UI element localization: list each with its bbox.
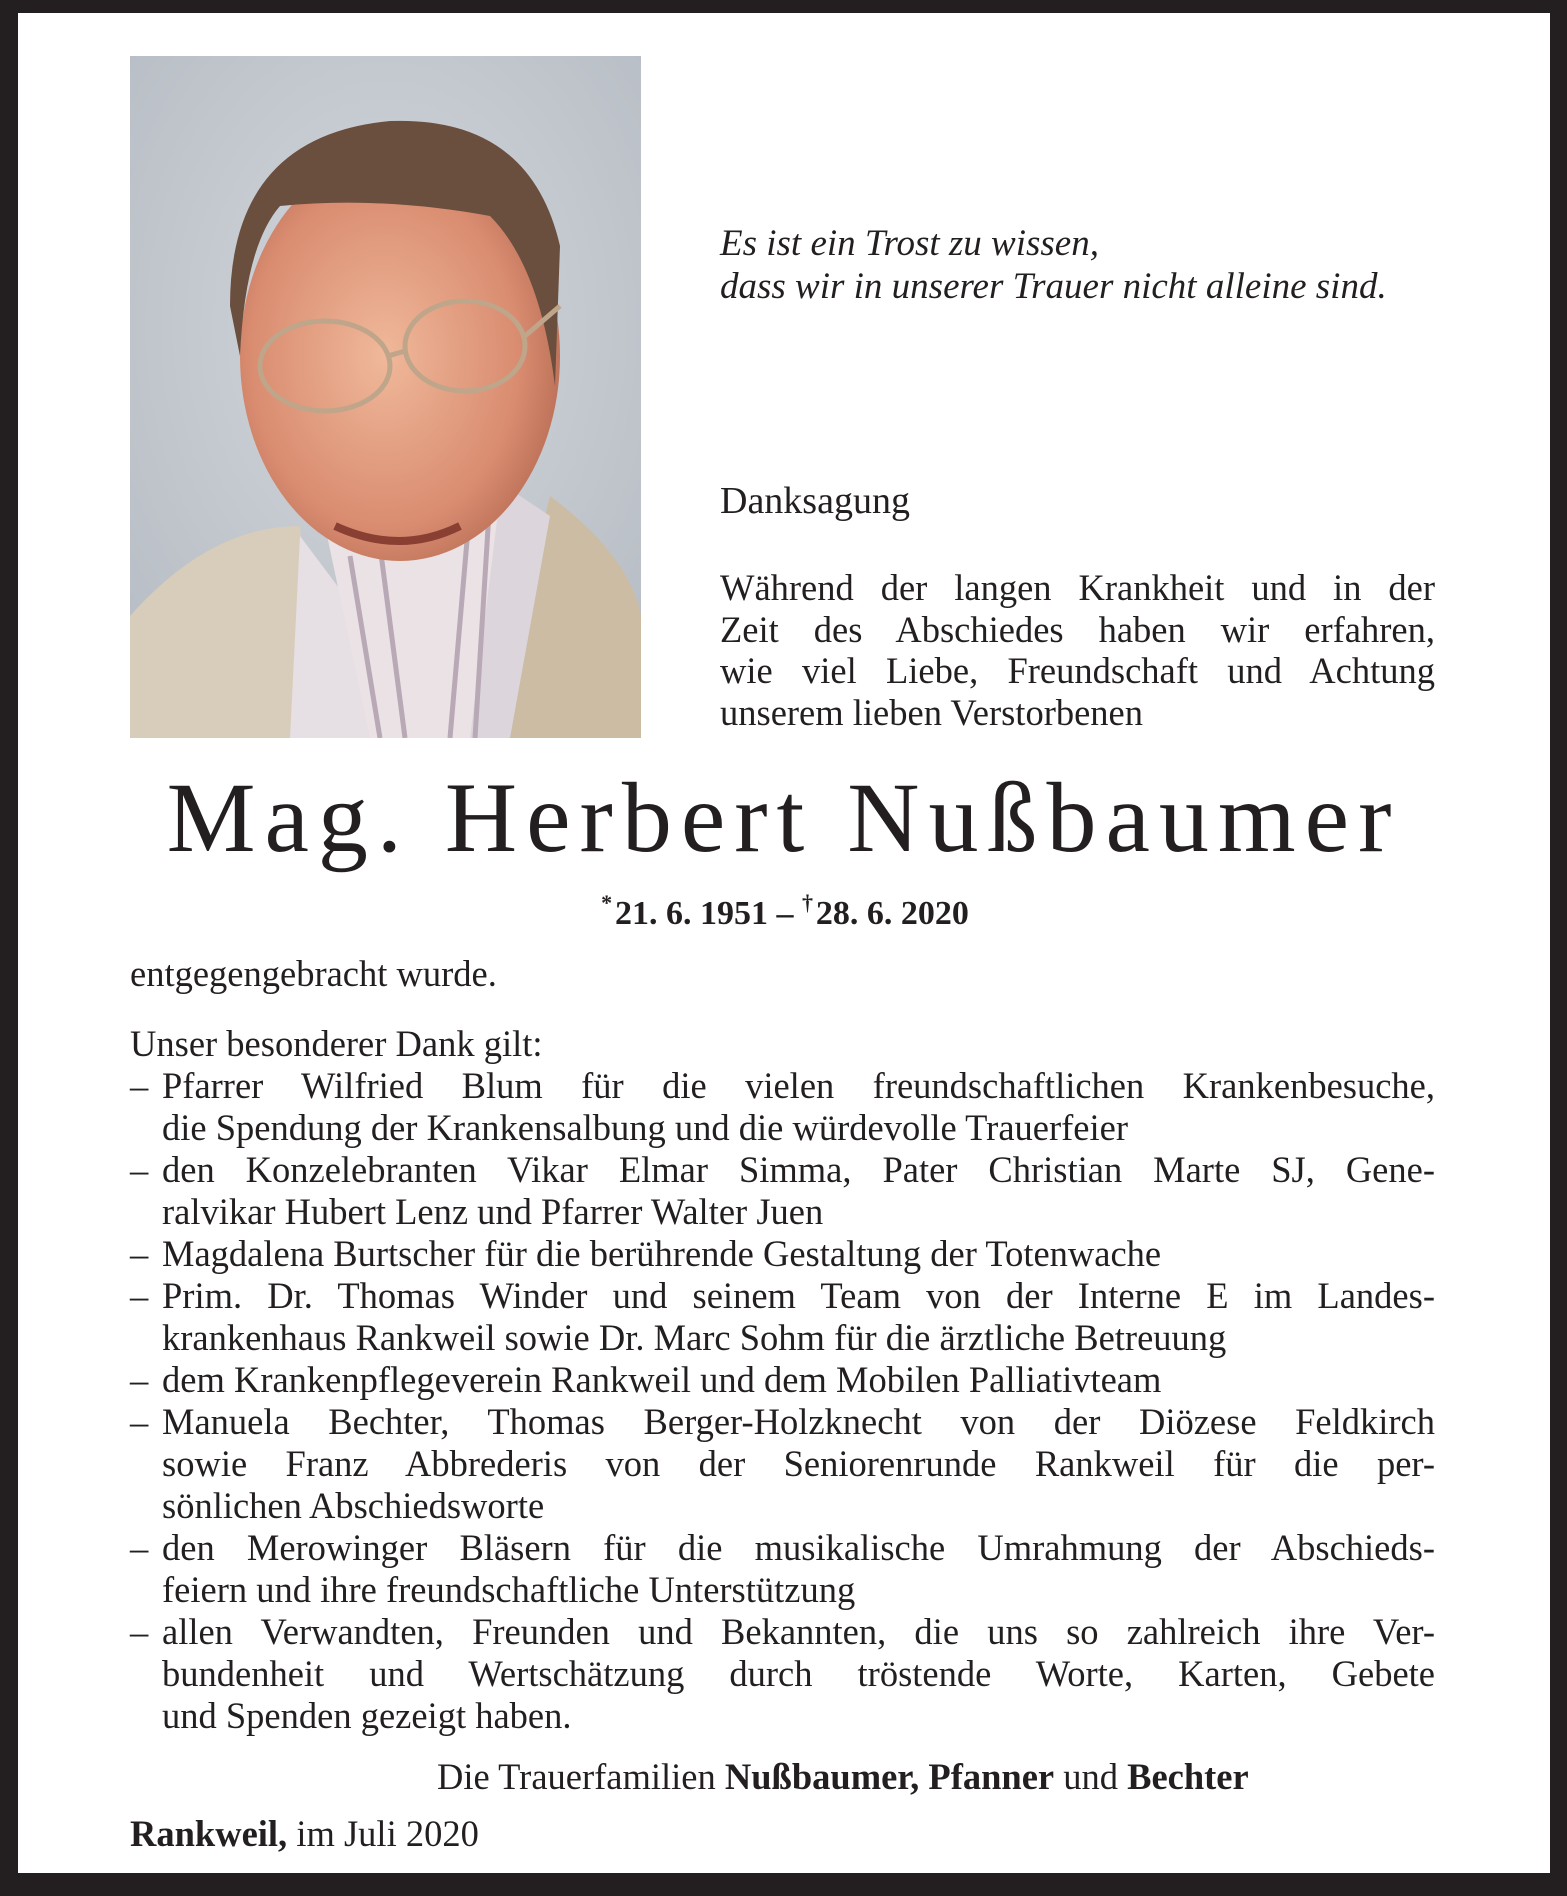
thanks-item-line: den Merowinger Bläsern für die musikalische Umrahmung der Abschieds- — [162, 1527, 1435, 1568]
thanks-item-line: ralvikar Hubert Lenz und Pfarrer Walter Juen — [162, 1191, 824, 1232]
signature-joiner: und — [1063, 1756, 1118, 1797]
thanks-heading: Unser besonderer Dank gilt: — [130, 1023, 543, 1064]
thanks-item — [130, 1527, 1435, 1611]
family-name: Nußbaumer, — [724, 1756, 920, 1797]
signature-prefix: Die Trauerfamilien — [437, 1756, 716, 1797]
thanks-item — [130, 1233, 1435, 1275]
bullet-dash: – — [130, 1065, 149, 1106]
thanks-item-line: und Spenden gezeigt haben. — [162, 1695, 572, 1736]
quote-line-1: Es ist ein Trost zu wissen, — [720, 223, 1099, 264]
thanks-item — [130, 1401, 1435, 1527]
thanks-item-line: dem Krankenpflegeverein Rankweil und dem Mobilen Palliativteam — [162, 1359, 1162, 1400]
portrait-photo — [130, 56, 641, 738]
thanks-item-line: Prim. Dr. Thomas Winder und seinem Team von der Interne E im Landes- — [162, 1275, 1435, 1316]
family-name: Bechter — [1127, 1756, 1249, 1797]
thanks-item-line: krankenhaus Rankweil sowie Dr. Marc Sohm für die ärztliche Betreuung — [162, 1317, 1227, 1358]
bullet-dash: – — [130, 1359, 149, 1400]
thanks-item — [130, 1149, 1435, 1233]
thanks-item-line: sönlichen Abschiedsworte — [162, 1485, 545, 1526]
intro-line: Zeit des Abschiedes haben wir erfahren, — [720, 608, 1435, 650]
thanks-item — [130, 1611, 1435, 1737]
thanks-item-line: feiern und ihre freundschaftliche Unterstützung — [162, 1569, 856, 1610]
place-date — [130, 1812, 479, 1855]
signature — [437, 1755, 1249, 1798]
date-separator: – — [776, 895, 794, 932]
thanks-item-line: bundenheit und Wertschätzung durch tröstende Worte, Karten, Gebete — [162, 1653, 1435, 1694]
thanks-item-line: die Spendung der Krankensalbung und die würdevolle Trauerfeier — [162, 1107, 1128, 1148]
date: im Juli 2020 — [296, 1813, 479, 1854]
bullet-dash: – — [130, 1401, 149, 1442]
intro-line: unserem lieben Verstorbenen — [720, 691, 1143, 733]
thanks-item-line: Manuela Bechter, Thomas Berger-Holzknecht von der Diözese Feldkirch — [162, 1401, 1435, 1442]
death-date: 28. 6. 2020 — [815, 895, 969, 932]
quote-line-2: dass wir in unserer Trauer nicht alleine sind. — [720, 266, 1387, 307]
bullet-dash: – — [130, 1275, 149, 1316]
intro-paragraph — [720, 567, 1435, 733]
family-name: Pfanner — [928, 1756, 1055, 1797]
death-symbol: † — [802, 890, 813, 915]
deceased-name: Mag. Herbert Nußbaumer — [166, 762, 1401, 873]
bullet-dash: – — [130, 1527, 149, 1568]
life-dates — [0, 890, 1567, 933]
thanks-item-line: allen Verwandten, Freunden und Bekannten, die uns so zahlreich ihre Ver- — [162, 1611, 1435, 1652]
thanks-item-line: sowie Franz Abbrederis von der Seniorenrunde Rankweil für die per- — [162, 1443, 1435, 1484]
birth-date: 21. 6. 1951 — [615, 895, 768, 932]
thanks-item — [130, 1275, 1435, 1359]
bullet-dash: – — [130, 1149, 149, 1190]
place: Rankweil, — [130, 1813, 288, 1854]
continuation-text: entgegengebracht wurde. — [130, 953, 497, 994]
intro-line: Während der langen Krankheit und in der — [720, 567, 1435, 608]
thanks-item — [130, 1065, 1435, 1149]
bullet-dash: – — [130, 1233, 149, 1274]
birth-symbol: * — [601, 890, 613, 915]
thanks-item — [130, 1359, 1435, 1401]
bullet-dash: – — [130, 1611, 149, 1652]
intro-line: wie viel Liebe, Freundschaft und Achtung — [720, 650, 1435, 691]
danksagung-heading: Danksagung — [720, 480, 910, 522]
thanks-item-line: den Konzelebranten Vikar Elmar Simma, Pater Christian Marte SJ, Gene- — [162, 1149, 1435, 1190]
thanks-item-line: Magdalena Burtscher für die berührende Gestaltung der Totenwache — [162, 1233, 1162, 1274]
thanks-item-line: Pfarrer Wilfried Blum für die vielen freundschaftlichen Krankenbesuche, — [162, 1065, 1435, 1106]
